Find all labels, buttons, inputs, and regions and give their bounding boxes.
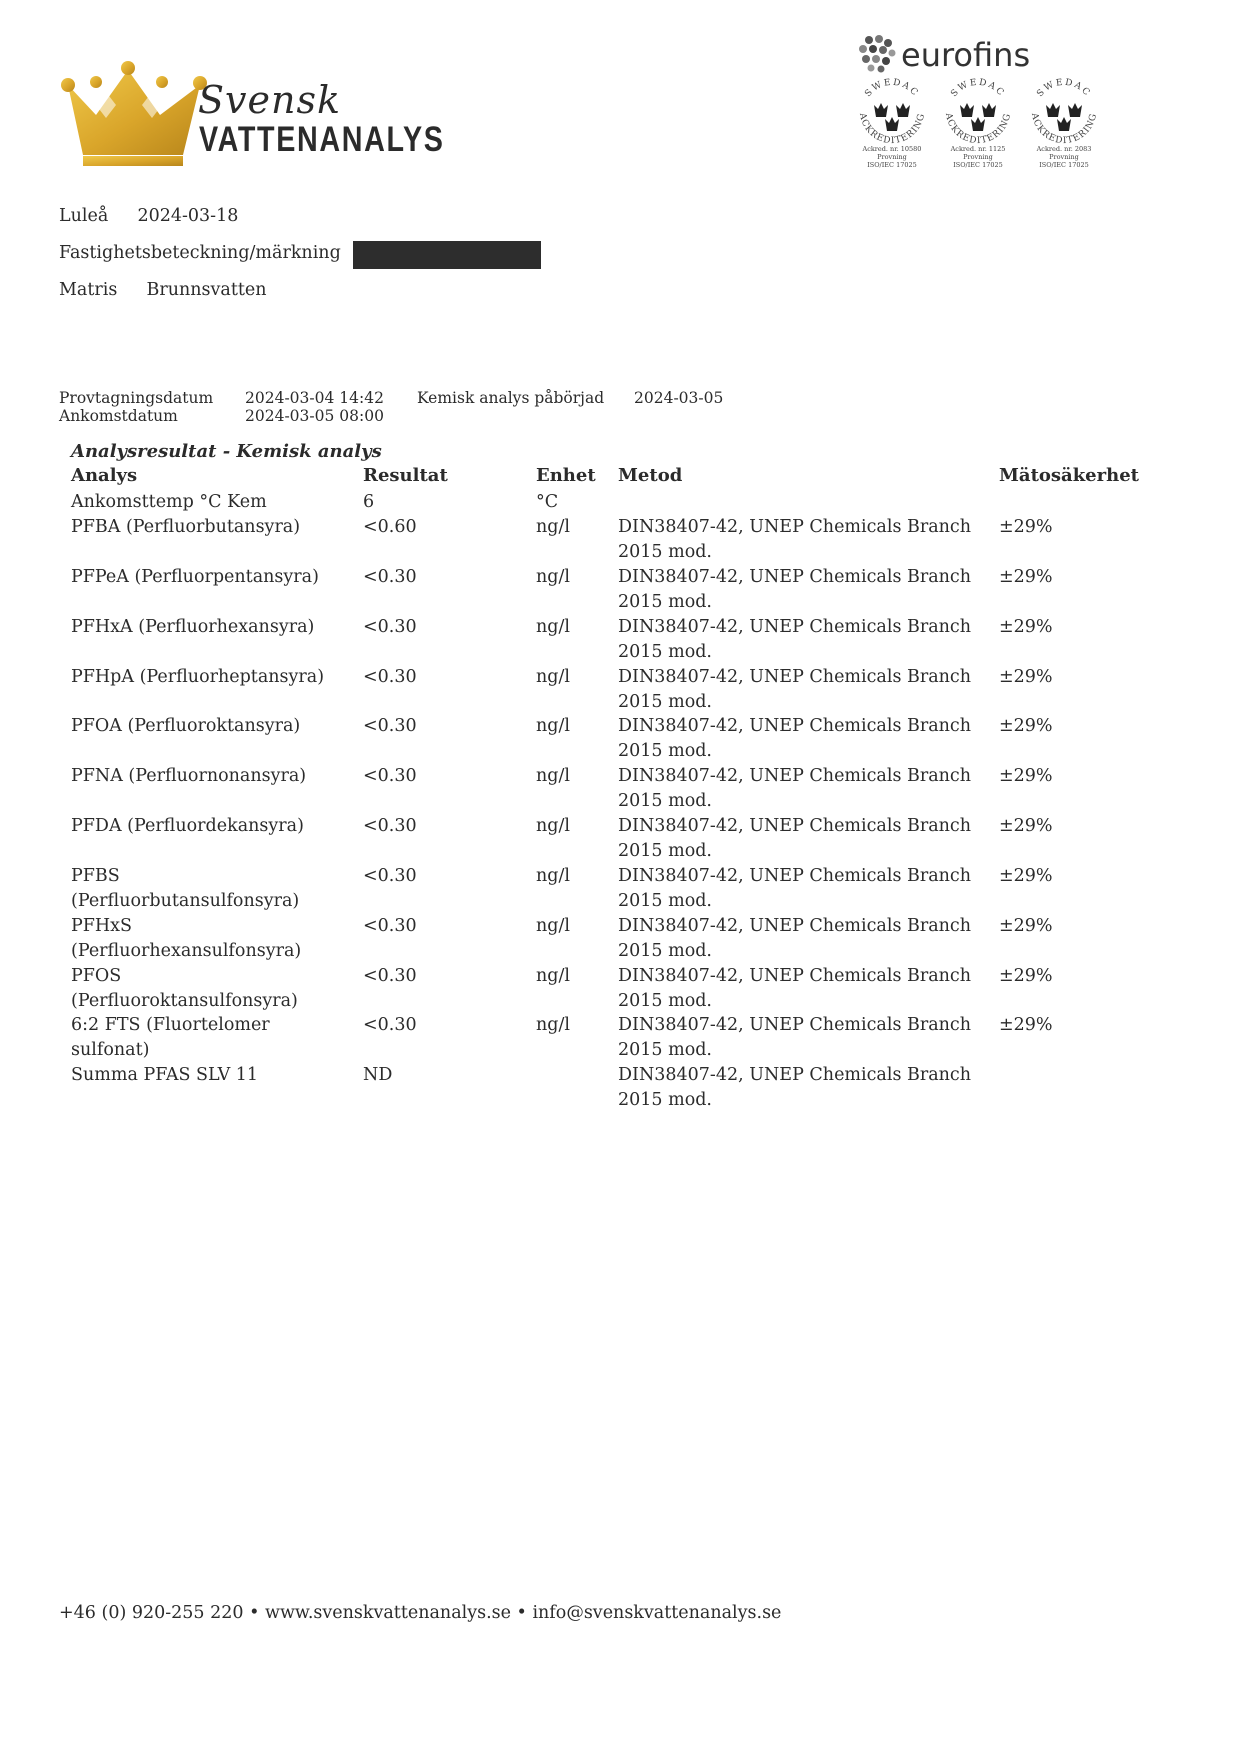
swedac-crowns-icon — [852, 75, 932, 145]
cell-analys — [71, 814, 341, 839]
seal-accreditation-number: Ackred. nr. 10580 — [862, 145, 922, 153]
svg-text:ACKREDITERING: ACKREDITERING — [942, 112, 1014, 145]
swedac-seal — [852, 75, 932, 169]
footer-contact: +46 (0) 920-255 220 • www.svenskvattenanalys.se • info@svenskvattenanalys.se — [59, 1603, 782, 1623]
cell-enhet: ng/l — [536, 716, 570, 736]
seal-provning: Provning — [1049, 153, 1079, 161]
analys-line: Summa PFAS SLV 11 — [71, 1065, 259, 1085]
metod-line: 2015 mod. — [618, 1040, 712, 1060]
cell-resultat: <0.60 — [363, 517, 417, 537]
analysis-start-label: Kemisk analys påbörjad — [417, 389, 605, 407]
metod-line: DIN38407-42, UNEP Chemicals Branch — [618, 1015, 971, 1035]
seal-provning: Provning — [963, 153, 993, 161]
metod-line: 2015 mod. — [618, 1090, 712, 1110]
cell-enhet: ng/l — [536, 667, 570, 687]
logo-main-text: VATTENANALYS — [199, 120, 445, 159]
cell-resultat: <0.30 — [363, 617, 417, 637]
eurofins-wordmark: eurofins — [901, 36, 1031, 74]
place-date-line — [59, 206, 238, 226]
analys-line: sulfonat) — [71, 1040, 150, 1060]
metod-line: 2015 mod. — [618, 542, 712, 562]
swedac-crowns-icon — [938, 75, 1018, 145]
matrix-line — [59, 280, 267, 300]
eurofins-logo — [857, 34, 1117, 78]
analys-line: PFNA (Perfluornonansyra) — [71, 766, 307, 786]
cell-matosakerhet: ±29% — [999, 716, 1053, 736]
metod-line: DIN38407-42, UNEP Chemicals Branch — [618, 716, 971, 736]
cell-metod — [618, 665, 978, 715]
cell-metod — [618, 864, 978, 914]
metod-line: 2015 mod. — [618, 741, 712, 761]
svg-text:SWEDAC: SWEDAC — [949, 77, 1007, 100]
metod-line: DIN38407-42, UNEP Chemicals Branch — [618, 916, 971, 936]
swedac-crowns-icon — [1024, 75, 1104, 145]
cell-resultat: <0.30 — [363, 866, 417, 886]
cell-enhet: ng/l — [536, 1015, 570, 1035]
cell-matosakerhet: ±29% — [999, 866, 1053, 886]
cell-metod — [618, 714, 978, 764]
header-enhet: Enhet — [536, 465, 596, 486]
cell-analys — [71, 515, 341, 540]
cell-metod — [618, 515, 978, 565]
cell-matosakerhet: ±29% — [999, 517, 1053, 537]
matrix-label: Matris — [59, 280, 118, 300]
analys-line: PFHxA (Perfluorhexansyra) — [71, 617, 315, 637]
svg-text:SWEDAC: SWEDAC — [1035, 77, 1093, 100]
cell-resultat: 6 — [363, 492, 375, 512]
seal-iso: ISO/IEC 17025 — [953, 161, 1003, 169]
property-label: Fastighetsbeteckning/märkning — [59, 243, 341, 263]
cell-analys — [71, 490, 341, 515]
header-analys: Analys — [71, 465, 138, 486]
cell-analys — [71, 1063, 341, 1088]
metod-line: 2015 mod. — [618, 941, 712, 961]
arrival-label: Ankomstdatum — [59, 407, 178, 425]
metod-line: 2015 mod. — [618, 592, 712, 612]
analys-line: PFBA (Perfluorbutansyra) — [71, 517, 301, 537]
cell-analys — [71, 964, 341, 1014]
metod-line: 2015 mod. — [618, 791, 712, 811]
seal-accreditation-number: Ackred. nr. 1125 — [950, 145, 1006, 153]
analysis-start-value: 2024-03-05 — [634, 389, 724, 407]
metod-line: DIN38407-42, UNEP Chemicals Branch — [618, 1065, 971, 1085]
analys-line: PFOA (Perfluoroktansyra) — [71, 716, 301, 736]
metod-line: 2015 mod. — [618, 891, 712, 911]
analys-line: (Perfluorhexansulfonsyra) — [71, 941, 302, 961]
metod-line: 2015 mod. — [618, 841, 712, 861]
cell-enhet: ng/l — [536, 966, 570, 986]
metod-line: DIN38407-42, UNEP Chemicals Branch — [618, 517, 971, 537]
cell-enhet: ng/l — [536, 766, 570, 786]
metod-line: DIN38407-42, UNEP Chemicals Branch — [618, 567, 971, 587]
cell-metod — [618, 814, 978, 864]
cell-matosakerhet: ±29% — [999, 966, 1053, 986]
eurofins-dots-icon — [857, 34, 897, 74]
analys-line: (Perfluoroktansulfonsyra) — [71, 991, 298, 1011]
cell-metod — [618, 1063, 978, 1113]
matrix-value: Brunnsvatten — [146, 280, 267, 300]
swedac-seal — [1024, 75, 1104, 169]
cell-analys — [71, 714, 341, 739]
cell-metod — [618, 964, 978, 1014]
redacted-property-value — [353, 241, 541, 269]
cell-matosakerhet: ±29% — [999, 617, 1053, 637]
cell-resultat: <0.30 — [363, 1015, 417, 1035]
analys-line: PFBS — [71, 866, 120, 886]
svg-text:ACKREDITERING: ACKREDITERING — [856, 112, 928, 145]
cell-resultat: <0.30 — [363, 916, 417, 936]
header-resultat: Resultat — [363, 465, 448, 486]
analys-line: PFDA (Perfluordekansyra) — [71, 816, 304, 836]
analys-line: PFPeA (Perfluorpentansyra) — [71, 567, 319, 587]
cell-analys — [71, 665, 341, 690]
cell-enhet: °C — [536, 492, 559, 512]
results-title: Analysresultat - Kemisk analys — [71, 441, 382, 462]
seal-iso: ISO/IEC 17025 — [1039, 161, 1089, 169]
cell-analys — [71, 914, 341, 964]
cell-enhet: ng/l — [536, 816, 570, 836]
sample-date-label: Provtagningsdatum — [59, 389, 214, 407]
cell-matosakerhet: ±29% — [999, 916, 1053, 936]
cell-matosakerhet: ±29% — [999, 766, 1053, 786]
metod-line: DIN38407-42, UNEP Chemicals Branch — [618, 816, 971, 836]
analys-line: 6:2 FTS (Fluortelomer — [71, 1015, 270, 1035]
cell-matosakerhet: ±29% — [999, 567, 1053, 587]
cell-resultat: <0.30 — [363, 816, 417, 836]
cell-resultat: <0.30 — [363, 667, 417, 687]
svensk-vattenanalys-logo — [58, 60, 445, 170]
analys-line: (Perfluorbutansulfonsyra) — [71, 891, 300, 911]
analys-line: PFHpA (Perfluorheptansyra) — [71, 667, 325, 687]
metod-line: DIN38407-42, UNEP Chemicals Branch — [618, 966, 971, 986]
svg-text:SWEDAC: SWEDAC — [863, 77, 921, 100]
metod-line: 2015 mod. — [618, 642, 712, 662]
cell-resultat: <0.30 — [363, 716, 417, 736]
seal-iso: ISO/IEC 17025 — [867, 161, 917, 169]
swedac-seals — [852, 75, 1112, 180]
cell-enhet: ng/l — [536, 916, 570, 936]
cell-resultat: <0.30 — [363, 966, 417, 986]
cell-metod — [618, 1013, 978, 1063]
cell-metod — [618, 565, 978, 615]
cell-analys — [71, 864, 341, 914]
analys-line: PFOS — [71, 966, 122, 986]
logo-script-text: Svensk — [198, 78, 341, 122]
cell-analys — [71, 1013, 341, 1063]
cell-enhet: ng/l — [536, 517, 570, 537]
header-metod: Metod — [618, 465, 683, 486]
cell-resultat: <0.30 — [363, 766, 417, 786]
place: Luleå — [59, 206, 109, 226]
cell-enhet: ng/l — [536, 617, 570, 637]
cell-analys — [71, 764, 341, 789]
crown-icon — [58, 60, 208, 170]
arrival-value: 2024-03-05 08:00 — [245, 407, 384, 425]
metod-line: DIN38407-42, UNEP Chemicals Branch — [618, 617, 971, 637]
cell-analys — [71, 565, 341, 590]
cell-enhet: ng/l — [536, 567, 570, 587]
cell-matosakerhet: ±29% — [999, 816, 1053, 836]
metod-line: DIN38407-42, UNEP Chemicals Branch — [618, 866, 971, 886]
cell-resultat: ND — [363, 1065, 393, 1085]
header-matosakerhet: Mätosäkerhet — [999, 465, 1139, 486]
cell-resultat: <0.30 — [363, 567, 417, 587]
metod-line: DIN38407-42, UNEP Chemicals Branch — [618, 766, 971, 786]
metod-line: 2015 mod. — [618, 991, 712, 1011]
analys-line: Ankomsttemp °C Kem — [71, 492, 267, 512]
seal-provning: Provning — [877, 153, 907, 161]
swedac-seal — [938, 75, 1018, 169]
report-date: 2024-03-18 — [137, 206, 239, 226]
sample-date-value: 2024-03-04 14:42 — [245, 389, 384, 407]
svg-text:ACKREDITERING: ACKREDITERING — [1028, 112, 1100, 145]
cell-metod — [618, 615, 978, 665]
cell-enhet: ng/l — [536, 866, 570, 886]
cell-matosakerhet: ±29% — [999, 667, 1053, 687]
metod-line: DIN38407-42, UNEP Chemicals Branch — [618, 667, 971, 687]
analys-line: PFHxS — [71, 916, 133, 936]
cell-metod — [618, 764, 978, 814]
cell-metod — [618, 914, 978, 964]
metod-line: 2015 mod. — [618, 692, 712, 712]
cell-matosakerhet: ±29% — [999, 1015, 1053, 1035]
cell-analys — [71, 615, 341, 640]
seal-accreditation-number: Ackred. nr. 2083 — [1036, 145, 1092, 153]
